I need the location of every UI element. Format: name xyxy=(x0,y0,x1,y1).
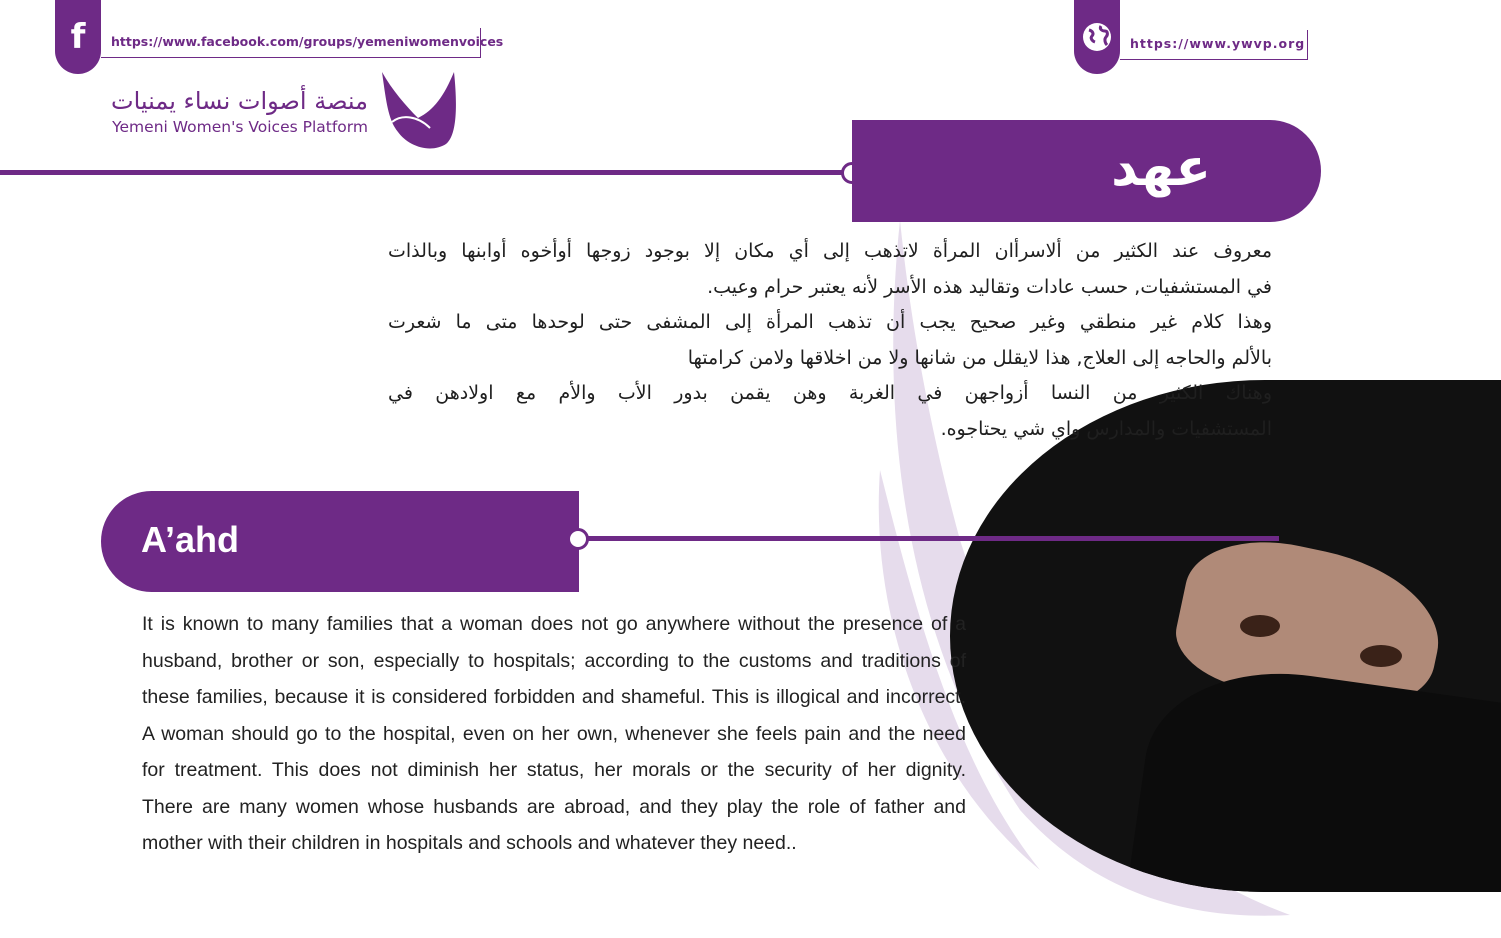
english-line: husband, brother or son, especially to hospitals; according to the customs and traditions of xyxy=(142,649,966,672)
english-body xyxy=(142,606,966,862)
english-line: for treatment. This does not diminish her status, her morals or the security of her dignity. xyxy=(142,759,966,781)
facebook-icon[interactable] xyxy=(55,0,101,74)
divider-line xyxy=(579,536,1279,541)
english-title-bar xyxy=(101,491,579,592)
globe-icon[interactable] xyxy=(1074,0,1120,74)
english-line: mother with their children in hospitals and schools and whatever they need.. xyxy=(142,832,797,854)
english-line: It is known to many families that a woman does not go anywhere without the presence of a xyxy=(142,613,966,635)
arabic-line: بالألم والحاجه إلى العلاج, هذا لايقلل من شانها ولا من اخلاقها ولامن كرامتها xyxy=(687,346,1272,369)
facebook-link[interactable]: https://www.facebook.com/groups/yemeniwomenvoices xyxy=(101,28,481,58)
english-line: these families, because it is considered forbidden and shameful. This is illogical and incorrect. xyxy=(142,686,966,708)
arabic-line: وهناك الكثير من النسا أزواجهن في الغربة وهن يقمن بدور الأب والأم مع اولادهن في xyxy=(388,382,1272,404)
facebook-glyph: f xyxy=(70,17,86,57)
divider-dot xyxy=(567,528,589,550)
logo-english: Yemeni Women's Voices Platform xyxy=(112,118,368,136)
arabic-title-bar xyxy=(852,120,1321,222)
website-link[interactable]: https://www.ywvp.org xyxy=(1120,30,1308,60)
arabic-body xyxy=(388,234,1272,447)
logo-arabic: منصة أصوات نساء يمنيات xyxy=(110,87,368,115)
arabic-line: وهذا كلام غير منطقي وغير صحيح يجب أن تذهب المرأة إلى المشفى حتى لوحدها متى ما شعرت xyxy=(388,311,1272,333)
english-line: There are many women whose husbands are abroad, and they play the role of father and xyxy=(142,795,966,818)
english-title: A’ahd xyxy=(141,519,240,560)
arabic-line: معروف عند الكثير من ألاسرأان المرأة لاتذهب إلى أي مكان إلا بوجود زوجها أوأخوه أوابنها وبالذات xyxy=(388,240,1272,262)
divider-line xyxy=(0,170,852,175)
logo-text xyxy=(110,86,368,138)
arabic-line: المستشفيات والمدارس واي شي يحتاجوه. xyxy=(940,417,1272,440)
english-line: A woman should go to the hospital, even on her own, whenever she feels pain and the need xyxy=(142,722,966,745)
arabic-title: عهد xyxy=(1111,138,1211,198)
dove-logo-icon xyxy=(378,70,458,152)
arabic-line: في المستشفيات, حسب عادات وتقاليد هذه الأسر لأنه يعتبر حرام وعيب. xyxy=(707,275,1272,298)
